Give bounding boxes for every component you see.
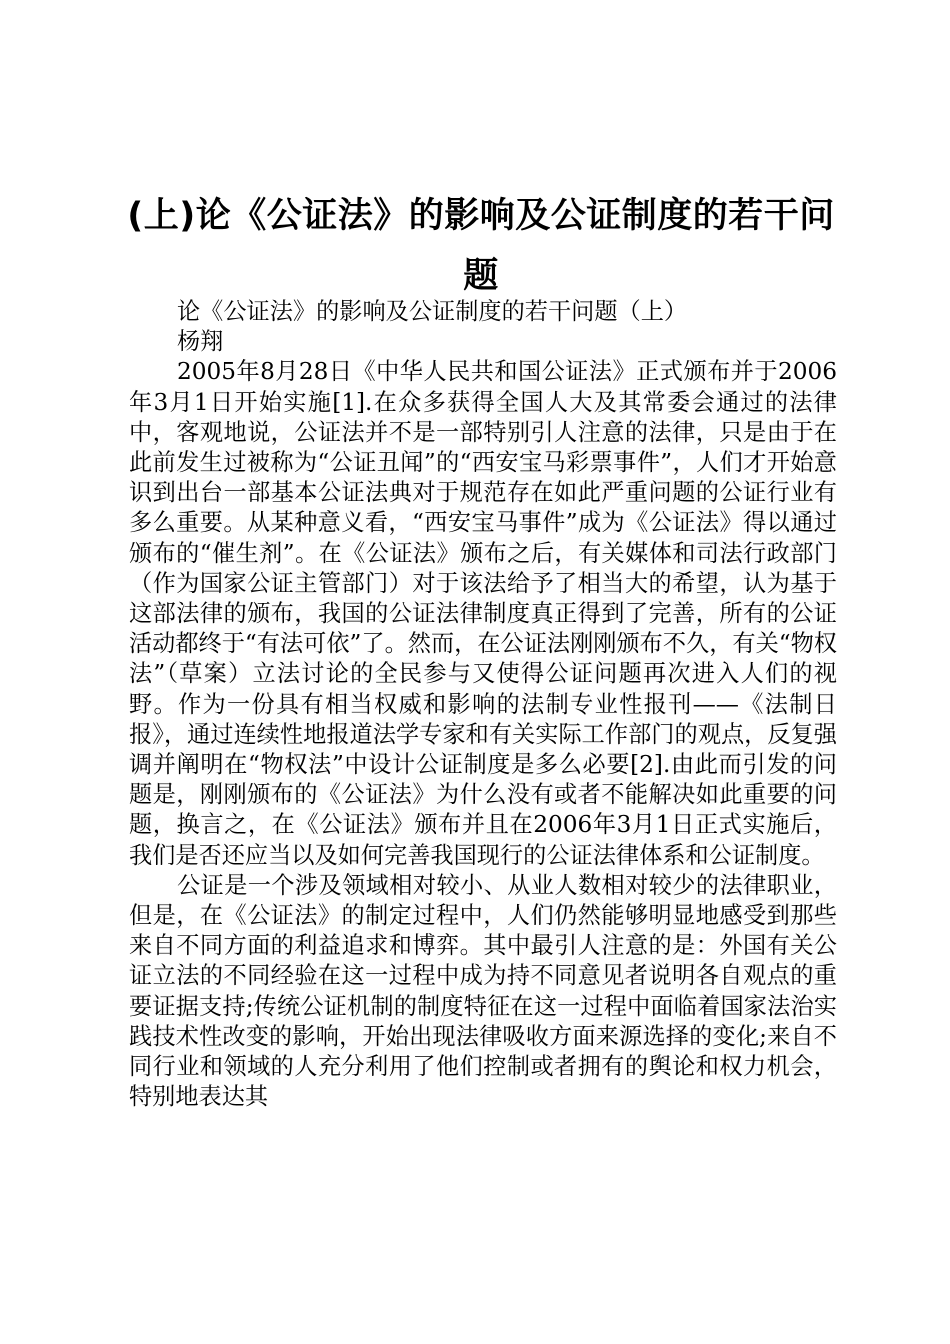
document-title: (上)论《公证法》的影响及公证制度的若干问题 — [127, 196, 835, 296]
document-body — [129, 297, 837, 1112]
body-paragraph: 公证是一个涉及领域相对较小、从业人数相对较少的法律职业，但是，在《公证法》的制定过程中，人们仍然能够明显地感受到那些来自不同方面的利益追求和博弈。其中最引人注意的是：外国有关公证立法的不同经验在这一过程中成为持不同意见者说明各自观点的重要证据支持;传统公证机制的制度特征在这一过程中面临着国家法治实践技术性改变的影响，开始出现法律吸收方面来源选择的变化;来自不同行业和领域的人充分利用了他们控制或者拥有的舆论和权力机会，特别地表达其 — [129, 871, 837, 1111]
body-paragraph: 2005年8月28日《中华人民共和国公证法》正式颁布并于2006年3月1日开始实施[1].在众多获得全国人大及其常委会通过的法律中，客观地说，公证法并不是一部特别引人注意的法律，只是由于在此前发生过被称为“公证丑闻”的“西安宝马彩票事件”，人们才开始意识到出台一部基本公证法典对于规范存在如此严重问题的公证行业有多么重要。从某种意义看，“西安宝马事件”成为《公证法》得以通过颁布的“催生剂”。在《公证法》颁布之后，有关媒体和司法行政部门（作为国家公证主管部门）对于该法给予了相当大的希望，认为基于这部法律的颁布，我国的公证法律制度真正得到了完善，所有的公证活动都终于“有法可依”了。然而，在公证法刚刚颁布不久，有关“物权法”（草案）立法讨论的全民参与又使得公证问题再次进入人们的视野。作为一份具有相当权威和影响的法制专业性报刊——《法制日报》，通过连续性地报道法学专家和有关实际工作部门的观点，反复强调并阐明在“物权法”中设计公证制度是多么必要[2].由此而引发的问题是，刚刚颁布的《公证法》为什么没有或者不能解决如此重要的问题，换言之，在《公证法》颁布并且在2006年3月1日正式实施后，我们是否还应当以及如何完善我国现行的公证法律体系和公证制度。 — [129, 358, 837, 869]
document-author: 杨翔 — [177, 328, 224, 356]
document-subtitle: 论《公证法》的影响及公证制度的若干问题（上） — [177, 298, 688, 325]
